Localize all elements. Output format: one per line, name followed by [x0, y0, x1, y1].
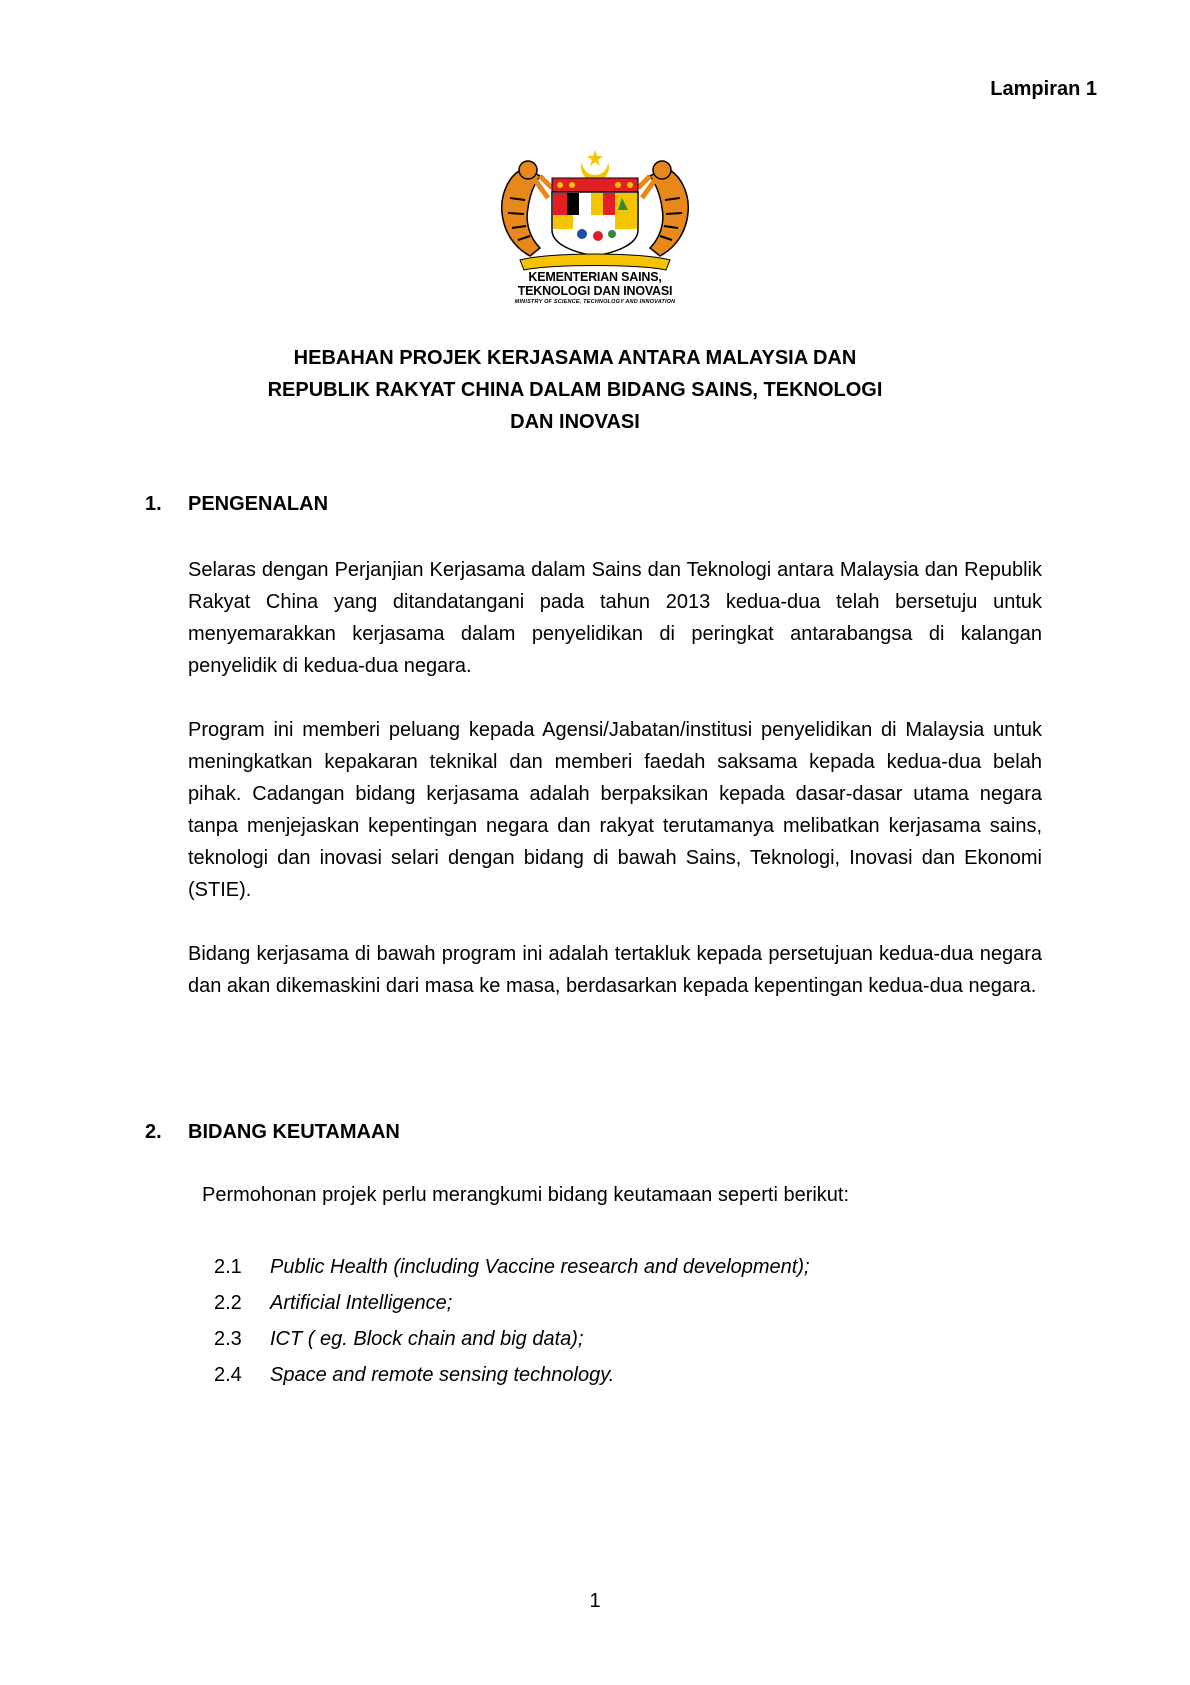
section-1-paragraph-3: Bidang kerjasama di bawah program ini adalah tertakluk kepada persetujuan kedua-dua negara dan akan dikemaskini dari masa ke masa, berdasarkan kepada kepentingan kedua-dua negara.	[188, 943, 1042, 997]
list-item-number: 2.3	[214, 1328, 242, 1350]
section-2-intro: Permohonan projek perlu merangkumi bidang keutamaan seperti berikut:	[202, 1184, 850, 1206]
section-2-heading	[145, 1121, 400, 1144]
list-item-text: Space and remote sensing technology.	[270, 1364, 615, 1386]
annex-label: Lampiran 1	[990, 78, 1097, 100]
list-item-text: Artificial Intelligence;	[270, 1292, 453, 1314]
list-item-number: 2.2	[214, 1292, 242, 1314]
list-item	[214, 1249, 810, 1285]
ministry-name-line1: KEMENTERIAN SAINS,	[528, 270, 662, 284]
section-1-title: PENGENALAN	[188, 493, 329, 515]
section-1-paragraph-1: Selaras dengan Perjanjian Kerjasama dalam Sains dan Teknologi antara Malaysia dan Republik Rakyat China yang ditandatangani pada tahun 2013 kedua-dua telah bersetuju untuk menyemarakkan kerjasama dalam penyelidikan di peringkat antarabangsa di kalangan penyelidik di kedua-dua negara.	[188, 559, 1042, 677]
list-item	[214, 1357, 810, 1393]
section-1-number: 1.	[145, 493, 162, 515]
list-item-text: Public Health (including Vaccine research and development);	[270, 1256, 810, 1278]
section-2-number: 2.	[145, 1121, 162, 1143]
title-line-1: HEBAHAN PROJEK KERJASAMA ANTARA MALAYSIA DAN	[293, 347, 857, 369]
left-tiger-icon	[502, 161, 552, 256]
ministry-name-english: MINISTRY OF SCIENCE, TECHNOLOGY AND INNOVATION	[514, 299, 676, 305]
list-item	[214, 1285, 810, 1321]
section-1-heading	[145, 493, 328, 516]
list-item	[214, 1321, 810, 1357]
priority-list	[214, 1249, 810, 1393]
list-item-number: 2.4	[214, 1364, 242, 1386]
title-line-2: REPUBLIK RAKYAT CHINA DALAM BIDANG SAINS, TEKNOLOGI	[267, 379, 883, 401]
list-item-text: ICT ( eg. Block chain and big data);	[270, 1328, 584, 1350]
document-title	[150, 342, 1000, 438]
section-2-title: BIDANG KEUTAMAAN	[188, 1121, 400, 1143]
right-tiger-icon	[638, 161, 688, 256]
page-number: 1	[589, 1590, 601, 1612]
list-item-number: 2.1	[214, 1256, 242, 1278]
section-1-paragraph-2: Program ini memberi peluang kepada Agensi/Jabatan/institusi penyelidikan di Malaysia untuk meningkatkan kepakaran teknikal dan memberi faedah saksama kepada kedua-dua belah pihak. Cadangan bidang kerjasama adalah berpaksikan kepada dasar-dasar utama negara tanpa menjejaskan kepentingan negara dan rakyat terutamanya melibatkan kerjasama sains, teknologi dan inovasi selari dengan bidang di bawah Sains, Teknologi, Inovasi dan Ekonomi (STIE).	[188, 719, 1042, 901]
ministry-name	[490, 270, 700, 306]
ministry-name-line2: TEKNOLOGI DAN INOVASI	[517, 284, 673, 298]
title-line-3: DAN INOVASI	[510, 411, 640, 433]
